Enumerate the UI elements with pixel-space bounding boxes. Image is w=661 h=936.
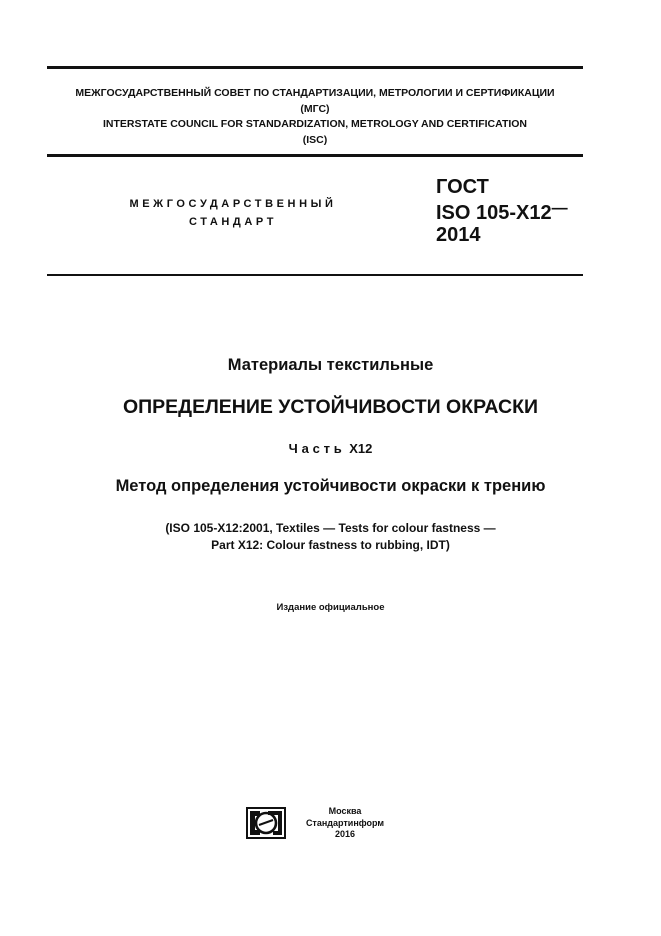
iso-reference	[0, 520, 661, 554]
document-title: ОПРЕДЕЛЕНИЕ УСТОЙЧИВОСТИ ОКРАСКИ	[122, 396, 539, 418]
part-word: Часть	[288, 441, 346, 456]
document-method: Метод определения устойчивости окраски к трению	[115, 477, 546, 495]
part-number: X12	[349, 441, 373, 456]
council-en-line: INTERSTATE COUNCIL FOR STANDARDIZATION, METROLOGY AND CERTIFICATION	[102, 118, 528, 130]
council-header	[47, 86, 583, 148]
top-rule	[47, 66, 583, 69]
document-subject: Материалы текстильные	[227, 356, 434, 374]
publisher-info	[300, 806, 390, 841]
edition-label: Издание официальное	[276, 602, 385, 613]
publisher-name: Стандартинформ	[305, 817, 385, 828]
standartinform-logo-icon	[246, 807, 286, 839]
gost-number-text: ISO 105-X12	[436, 202, 552, 224]
document-part	[0, 441, 661, 456]
gost-year: 2014	[436, 224, 481, 246]
council-ru-abbr: (МГС)	[300, 102, 330, 115]
gost-number	[436, 198, 568, 224]
standard-type-line2: СТАНДАРТ	[188, 216, 278, 228]
publisher-city: Москва	[328, 806, 362, 816]
gost-dash: —	[551, 200, 568, 217]
gost-label: ГОСТ	[436, 176, 489, 198]
council-divider	[47, 154, 583, 157]
standard-divider	[47, 274, 583, 276]
council-ru-line: МЕЖГОСУДАРСТВЕННЫЙ СОВЕТ ПО СТАНДАРТИЗАЦИИ, МЕТРОЛОГИИ И СЕРТИФИКАЦИИ	[75, 87, 555, 99]
standard-type-line1: МЕЖГОСУДАРСТВЕННЫЙ	[129, 198, 337, 210]
publisher-year: 2016	[334, 829, 356, 839]
iso-reference-line1: (ISO 105-X12:2001, Textiles — Tests for colour fastness —	[165, 521, 496, 535]
standard-type-label	[98, 195, 368, 231]
council-en-abbr: (ISC)	[302, 133, 328, 146]
gost-designation	[436, 176, 568, 246]
iso-reference-line2: Part X12: Colour fastness to rubbing, IDT)	[211, 538, 450, 552]
